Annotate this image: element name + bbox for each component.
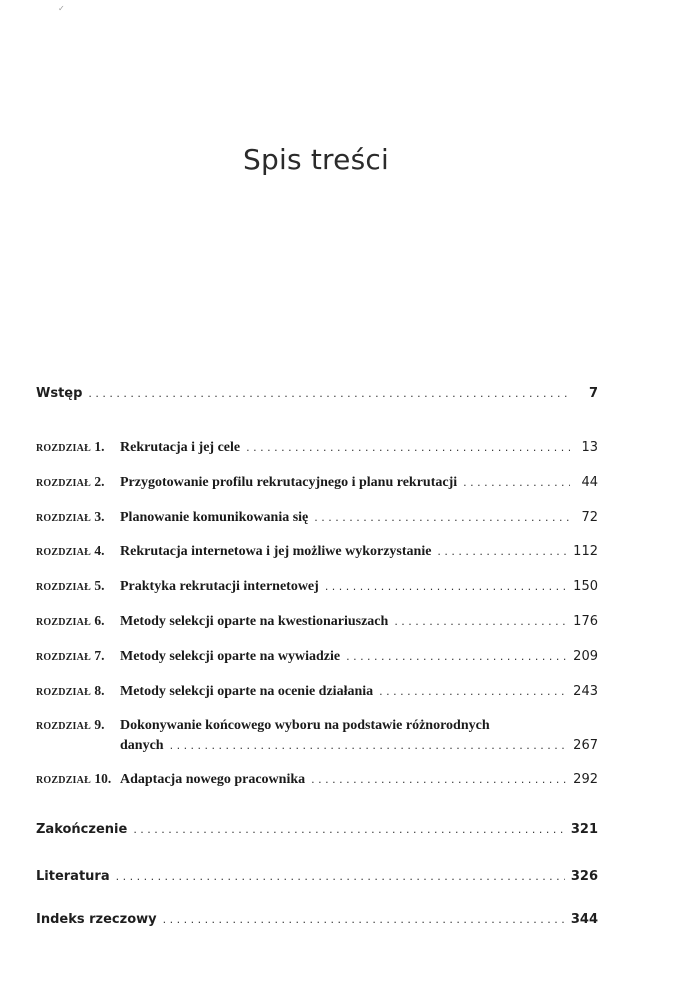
toc-entry-chapter-7: [36, 648, 598, 665]
chapter-label: ROZDZIAŁ 7.: [36, 648, 105, 663]
leader-dots: [116, 870, 565, 883]
leader-dots: [314, 511, 570, 524]
toc-title-line-1: Dokonywanie końcowego wyboru na podstawie różnorodnych: [120, 718, 490, 733]
leader-dots: [246, 441, 570, 454]
toc-entry-chapter-6: [36, 613, 598, 630]
toc-title-line-2: danych: [120, 738, 164, 753]
toc-title: Przygotowanie profilu rekrutacyjnego i planu rekrutacji: [120, 475, 458, 490]
toc-title: Zakończenie: [36, 822, 128, 837]
leader-dots: [88, 387, 570, 400]
toc-page-number: 72: [581, 510, 598, 525]
toc-entry-literatura: [36, 869, 598, 884]
toc-title: Rekrutacja i jej cele: [120, 440, 241, 455]
leader-dots: [163, 913, 565, 926]
toc-page-number: 150: [573, 579, 598, 594]
toc-page-number: 267: [573, 738, 598, 753]
toc-page-number: 112: [573, 544, 598, 559]
leader-dots: [463, 476, 570, 489]
toc-entry-chapter-8: [36, 683, 598, 700]
toc-page-number: 7: [588, 386, 598, 401]
toc-page-number: 13: [581, 440, 598, 455]
leader-dots: [394, 615, 567, 628]
toc-page-number: 321: [570, 822, 598, 837]
toc-entry-chapter-3: [36, 509, 598, 526]
leader-dots: [379, 685, 567, 698]
toc-entry-chapter-2: [36, 474, 598, 491]
toc-page-number: 44: [581, 475, 598, 490]
toc-entry-chapter-9: [36, 717, 598, 754]
chapter-label: ROZDZIAŁ 6.: [36, 613, 105, 628]
toc-title: Indeks rzeczowy: [36, 912, 157, 927]
toc-entry-chapter-10: [36, 771, 598, 788]
corner-mark: ✓: [58, 4, 65, 13]
toc-entry-indeks: [36, 912, 598, 927]
toc-title: Metody selekcji oparte na wywiadzie: [120, 649, 341, 664]
toc-title: Praktyka rekrutacji internetowej: [120, 579, 319, 594]
toc-title: Planowanie komunikowania się: [120, 510, 309, 525]
leader-dots: [133, 823, 565, 836]
toc-page-number: 176: [573, 614, 598, 629]
chapter-label: ROZDZIAŁ 4.: [36, 543, 105, 558]
chapter-label: ROZDZIAŁ 3.: [36, 509, 105, 524]
toc-entry-zakonczenie: [36, 822, 598, 837]
chapter-label: ROZDZIAŁ 1.: [36, 439, 105, 454]
chapter-label: ROZDZIAŁ 10.: [36, 771, 112, 786]
toc-entry-wstep: [36, 386, 598, 401]
toc-entry-chapter-1: [36, 439, 598, 456]
toc-entry-chapter-4: [36, 543, 598, 560]
chapter-label: ROZDZIAŁ 2.: [36, 474, 105, 489]
chapter-label: ROZDZIAŁ 9.: [36, 717, 105, 732]
toc-title: Metody selekcji oparte na kwestionariuszach: [120, 614, 389, 629]
toc-page-number: 292: [573, 772, 598, 787]
leader-dots: [437, 545, 567, 558]
toc-page-number: 209: [573, 649, 598, 664]
leader-dots: [311, 773, 567, 786]
leader-dots: [325, 580, 567, 593]
toc-page-number: 243: [573, 684, 598, 699]
toc-page-number: 344: [570, 912, 598, 927]
toc-title: Rekrutacja internetowa i jej możliwe wykorzystanie: [120, 544, 432, 559]
page-title: Spis treści: [243, 142, 389, 176]
toc-title: Wstęp: [36, 386, 83, 401]
toc-page-number: 326: [570, 869, 598, 884]
chapter-label: ROZDZIAŁ 8.: [36, 683, 105, 698]
toc-title: Literatura: [36, 869, 110, 884]
leader-dots: [170, 739, 568, 752]
chapter-label: ROZDZIAŁ 5.: [36, 578, 105, 593]
leader-dots: [346, 650, 567, 663]
toc-entry-chapter-5: [36, 578, 598, 595]
toc-title: Adaptacja nowego pracownika: [120, 772, 306, 787]
toc-title: Metody selekcji oparte na ocenie działania: [120, 684, 374, 699]
